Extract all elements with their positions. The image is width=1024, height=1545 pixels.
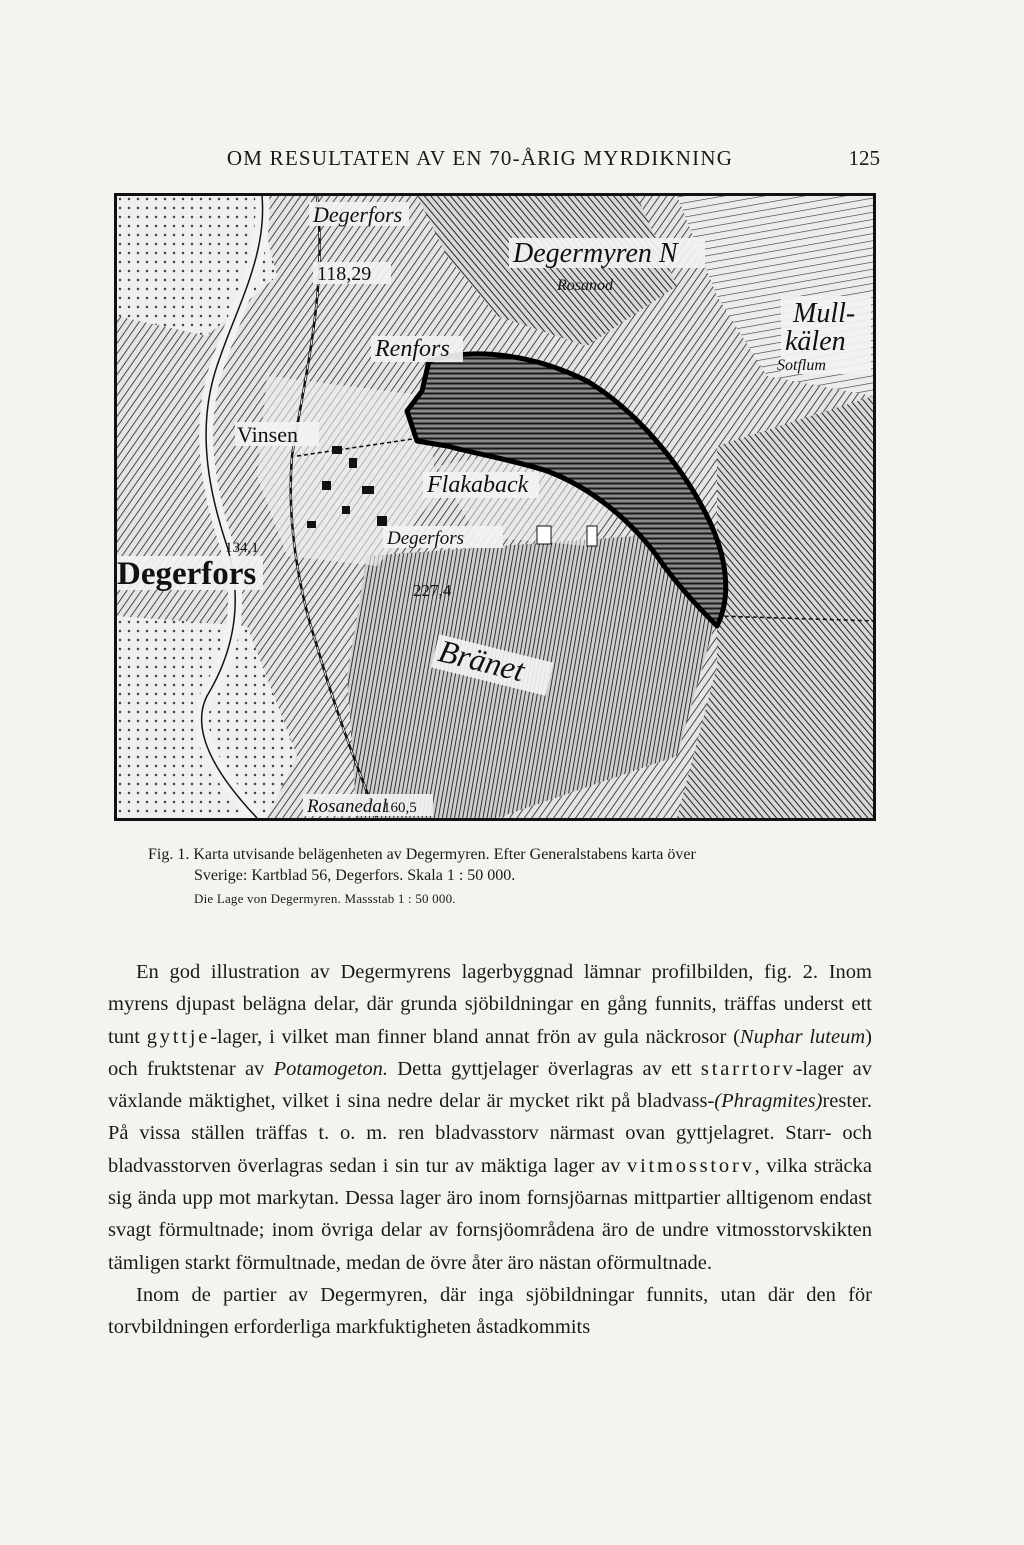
page-header bbox=[110, 146, 880, 176]
caption-german: Die Lage von Degermyren. Massstab 1 : 50 000. bbox=[194, 891, 456, 906]
label-elev-134: 134,1 bbox=[225, 540, 259, 556]
map-svg bbox=[117, 196, 873, 818]
label-sotflum: Sotflum bbox=[777, 357, 826, 374]
p1-text-f: rester. På vissa ställen träffas t. o. m. ren bladvasstorv närmast ovan gyttjelagret. Starr- och bladvasstorven överlagras sedan i sin tur av mäktiga lager av bbox=[108, 1090, 872, 1177]
label-elev-227: 227,4 bbox=[413, 581, 452, 600]
caption-line-2: Sverige: Kartblad 56, Degerfors. Skala 1 : 50 000. bbox=[194, 867, 516, 884]
label-elev-160: 160,5 bbox=[383, 800, 417, 816]
caption-line-1: Fig. 1. Karta utvisande belägenheten av Degermyren. Efter Generalstabens karta över bbox=[148, 846, 696, 863]
p1-text-b: -lager, i vilket man finner bland annat frön av gula näckrosor ( bbox=[210, 1025, 740, 1048]
paragraph-2: Inom de partier av Degermyren, där inga sjöbildningar funnits, utan där den för torvbildningen erforderliga markfuktigheten åstadkommits bbox=[108, 1283, 872, 1339]
label-degermyren-nord: Degermyren N bbox=[513, 238, 678, 269]
label-mullkalen-1: Mull- bbox=[793, 298, 856, 329]
term-gyttje: gyttje bbox=[146, 1025, 211, 1048]
running-head: OM RESULTATEN AV EN 70-ÅRIG MYRDIKNING bbox=[226, 146, 734, 170]
figure-caption bbox=[148, 844, 878, 909]
label-elev-118: 118,29 bbox=[317, 263, 372, 285]
term-phragmites: (Phragmites) bbox=[714, 1090, 823, 1113]
p1-text-g: , vilka sträcka sig ända upp mot markytan. Dessa lager äro inom fornsjöarnas mittpartier alltigenom endast svagt förmultnade; inom övriga delar av fornsjöområdena äro de undre vitmosstorvskikten tämligen starkt förmultnade, medan de övre åter äro nästan oförmultnade. bbox=[108, 1154, 872, 1274]
paragraph-1 bbox=[108, 956, 872, 1279]
term-nuphar-luteum: Nuphar luteum bbox=[739, 1025, 866, 1048]
term-potamogeton: Potamogeton. bbox=[273, 1057, 389, 1080]
p1-text-e: -lager av växlande mäktighet, vilket i sina nedre delar är mycket rikt på bladvass- bbox=[108, 1057, 872, 1113]
label-branet: Bränet bbox=[435, 632, 529, 689]
term-vitmosstorv: vitmosstorv bbox=[627, 1154, 755, 1177]
label-degerfors-big: Degerfors bbox=[117, 556, 257, 592]
label-flakaback: Flakaback bbox=[427, 472, 529, 498]
label-mullkalen-2: kälen bbox=[785, 326, 846, 357]
label-vinsen: Vinsen bbox=[237, 422, 299, 447]
label-rosanedal: Rosanedal bbox=[307, 796, 388, 817]
body-text bbox=[108, 956, 872, 1344]
p1-text-c: ) och fruktstenar av bbox=[108, 1025, 872, 1080]
label-degerfors-mid: Degerfors bbox=[387, 528, 465, 549]
term-starrtorv: starrtorv bbox=[700, 1057, 796, 1080]
label-renfors: Renfors bbox=[375, 336, 450, 362]
p1-text-d: Detta gyttjelager överlagras av ett bbox=[388, 1057, 701, 1080]
map-figure bbox=[114, 193, 876, 821]
page-number: 125 bbox=[848, 146, 880, 170]
label-rosanod: Rosanod bbox=[557, 277, 613, 294]
label-degerfors-top: Degerfors bbox=[313, 202, 403, 227]
p1-text-a: En god illustration av Degermyrens lagerbyggnad lämnar profilbilden, fig. 2. Inom myrens djupast belägna delar, där grunda sjöbildningar en gång funnits, träffas underst ett tunt bbox=[108, 961, 872, 1048]
